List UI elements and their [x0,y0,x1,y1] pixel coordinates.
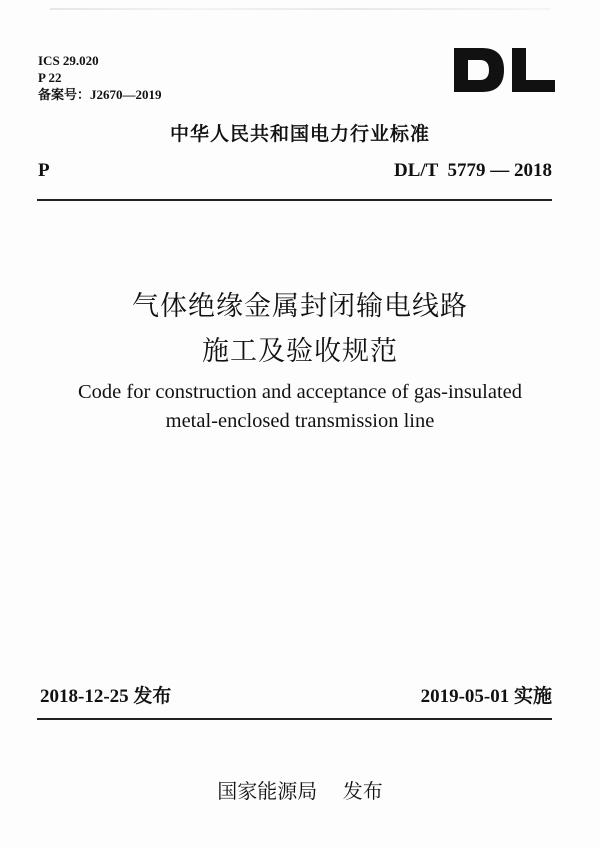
issue-date-line [40,681,171,708]
standard-metadata [38,52,162,104]
dl-logo [452,46,557,94]
standard-code: DL/T 5779 — 2018 [393,160,552,181]
record-number-line [38,86,162,104]
publisher-line [0,775,600,804]
scan-edge-artifact [50,8,550,10]
english-title-line-1: Code for construction and acceptance of gas-insulated [78,381,522,403]
chinese-title-line-1: 气体绝缘金属封闭输电线路 [132,291,468,322]
effective-date: 2019-05-01 [420,686,510,707]
bottom-divider [37,718,552,720]
ccs-code: P 22 [38,70,62,85]
publisher-label: 发布 [342,779,383,803]
industry-standard-heading: 中华人民共和国电力行业标准 [169,123,430,145]
english-title-line-2: metal-enclosed transmission line [165,410,435,432]
chinese-title-line-2: 施工及验收规范 [202,336,398,367]
issue-date: 2018-12-25 [40,686,129,707]
issue-label: 发布 [133,685,172,707]
classification-letter: P [38,160,50,181]
publisher-name: 国家能源局 [217,779,318,803]
effective-date-line [421,681,552,708]
record-number: J2670—2019 [90,87,162,102]
ics-code: ICS 29.020 [38,53,99,68]
effective-label: 实施 [513,685,552,707]
record-number-label: 备案号： [38,88,91,103]
top-divider [37,199,552,201]
